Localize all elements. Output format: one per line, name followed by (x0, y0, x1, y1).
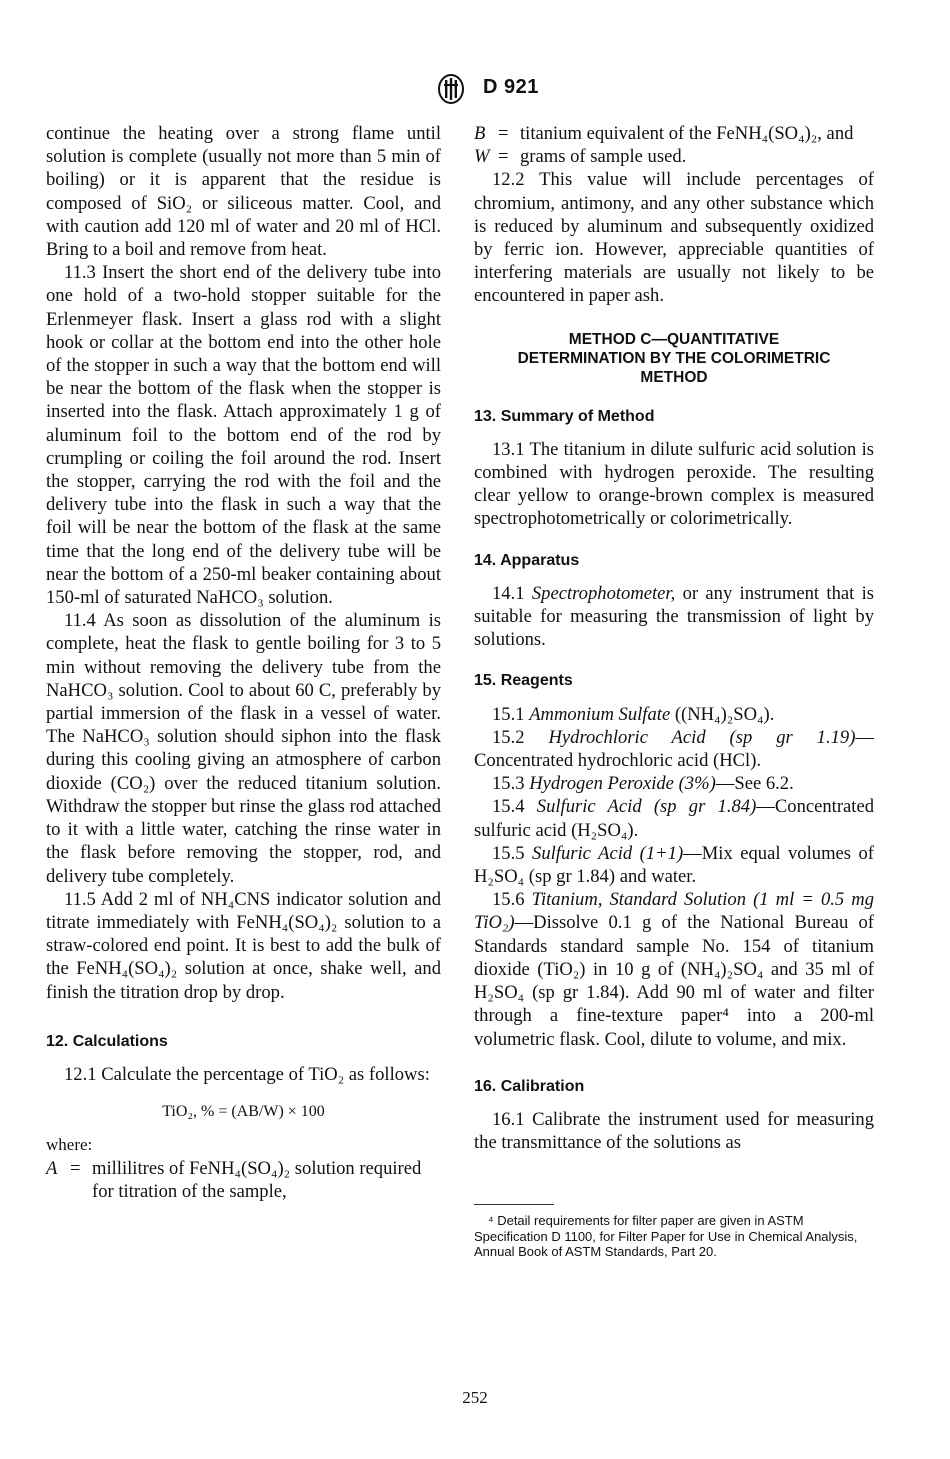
item-number: 15.3 (492, 773, 525, 795)
section-13-heading: 13. Summary of Method (474, 407, 655, 425)
item-title: Ammonium Sulfate (529, 703, 671, 725)
item-text: —Dissolve 0.1 g of the National Bureau of Standards standard sample No. 154 of titanium dioxide (TiO₂) in 10 g of (NH₄)₂SO₄ and 35 ml of H₂SO₄ (sp gr 1.84). Add 90 ml of water and filter through a fine-texture paper⁴ into a 200-ml volumetric flask. Cool, dilute to volume, and mix. (474, 912, 874, 1050)
item-number: 15.2 (492, 726, 525, 748)
item-title: Hydrochloric Acid (sp gr 1.19) (548, 726, 856, 748)
item-title: Hydrogen Peroxide (3%) (529, 773, 716, 795)
right-column (474, 122, 874, 1260)
footnote-4: ⁴ Detail requirements for filter paper are given in ASTM Specification D 1100, for Filter Paper for Use in Chemical Analysis, Annual Book of ASTM Standards, Part 20. (474, 1213, 858, 1260)
item-number: 15.6 (492, 889, 525, 911)
method-heading-line: DETERMINATION BY THE COLORIMETRIC (517, 349, 831, 367)
reagent-15-2 (474, 726, 874, 772)
definition-a-text: millilitres of FeNH₄(SO₄)₂ solution required for titration of the sample, (92, 1157, 422, 1202)
section-12-heading: 12. Calculations (46, 1032, 168, 1050)
titanium-equation: TiO₂, % = (AB/W) × 100 (162, 1103, 325, 1121)
method-heading-line: METHOD (640, 368, 708, 386)
item-number: 15.4 (492, 796, 525, 818)
item-text: —Concentrated hydrochloric acid (HCl). (474, 726, 874, 772)
equals-sign: = (70, 1157, 81, 1179)
where-label: where: (46, 1135, 93, 1155)
equals-sign: = (498, 123, 509, 144)
footnote-divider (474, 1204, 554, 1205)
reagent-15-1 (474, 703, 874, 726)
section-16-heading: 16. Calibration (474, 1077, 585, 1095)
paragraph-14-1 (474, 582, 874, 652)
definition-w-text: grams of sample used. (520, 146, 687, 168)
section-15-heading: 15. Reagents (474, 672, 573, 690)
item-number: 14.1 (492, 582, 525, 604)
paragraph-11-4: 11.4 As soon as dissolution of the aluminum is complete, heat the flask to gentle boiling for 3 to 5 min without removing the delivery tube from the NaHCO₃ solution. Cool to about 60 C, preferably by partial immersion of the flask in a vessel of water. The NaHCO₃ solution should siphon into the flask during this cooling giving an atmosphere of carbon dioxide (CO₂) over the reduced titanium solution. Withdraw the stopper but rinse the glass rod attached to it with a little water, catching the rinse water in the flask before removing the stopper, rod, and delivery tube completely. (46, 610, 441, 887)
astm-logo-icon (438, 74, 464, 104)
paragraph-12-1: 12.1 Calculate the percentage of TiO₂ as follows: (64, 1063, 430, 1085)
symbol-b: B (474, 123, 486, 144)
item-title: Spectrophotometer, (531, 582, 676, 604)
paragraph-12-2: 12.2 This value will include percentages of chromium, antimony, and any other substance which is reduced by aluminum and subsequently oxidized by ferric ion. However, appreciable quantities of interfering materials are usually not likely to be encountered in paper ash. (474, 169, 874, 307)
item-text: ((NH₄)₂SO₄). (674, 703, 775, 725)
page-header (0, 70, 950, 110)
item-text: —Concentrated sulfuric acid (H₂SO₄). (474, 796, 874, 841)
left-column (46, 122, 441, 1203)
item-title: Sulfuric Acid (1+1) (532, 842, 684, 864)
reagent-15-5 (474, 842, 874, 888)
method-heading-line: METHOD C—QUANTITATIVE (568, 330, 780, 348)
paragraph-13-1: 13.1 The titanium in dilute sulfuric acid solution is combined with hydrogen peroxide. The resulting clear yellow to orange-brown complex is measured spectrophotometrically or colorimetrically. (474, 438, 874, 530)
paragraph-11-5: 11.5 Add 2 ml of NH₄CNS indicator solution and titrate immediately with FeNH₄(SO₄)₂ solution to a straw-colored end point. It is best to add the bulk of the FeNH₄(SO₄)₂ solution at once, shake well, and finish the titration drop by drop. (46, 888, 441, 1003)
definition-b-text: titanium equivalent of the FeNH₄(SO₄)₂, and (520, 123, 854, 144)
item-text: or any instrument that is suitable for measuring the transmission of light by solutions. (474, 582, 875, 651)
item-number: 15.1 (492, 703, 525, 725)
paragraph-continued: continue the heating over a strong flame until solution is complete (usually not more than 5 min of boiling) or it is apparent that the residue is composed of SiO₂ or siliceous matter. Cool, and with caution add 120 ml of water and 20 ml of HCl. Bring to a boil and remove from heat. (46, 123, 441, 261)
reagent-15-3 (474, 772, 874, 795)
symbol-a: A (46, 1157, 58, 1179)
item-text: —See 6.2. (715, 773, 794, 795)
section-14-heading: 14. Apparatus (474, 551, 580, 569)
item-title: Sulfuric Acid (sp gr 1.84) (536, 796, 757, 818)
equals-sign: = (498, 146, 509, 168)
paragraph-16-1: 16.1 Calibrate the instrument used for measuring the transmittance of the solutions as (474, 1108, 874, 1154)
definition-w (474, 145, 874, 168)
reagent-15-4 (474, 795, 874, 841)
method-c-heading (474, 330, 874, 387)
definition-b (474, 122, 874, 145)
standard-designation: D 921 (483, 76, 539, 98)
item-title: Titanium, Standard Solution (1 ml = 0.5 mg TiO₂) (474, 889, 874, 934)
page-number: 252 (462, 1388, 488, 1407)
item-text: —Mix equal volumes of H₂SO₄ (sp gr 1.84) and water. (474, 842, 874, 888)
paragraph-11-3: 11.3 Insert the short end of the delivery tube into one hold of a two-hold stopper suitable for the Erlenmeyer flask. Insert a glass rod with a slight hook or collar at the bottom end into the other hole of the stopper in such a way that the bottom end will be near the bottom of the flask when the stopper is inserted into the flask. Attach approximately 1 g of aluminum foil to the bottom end of the rod by crumpling or coiling the foil around the rod. Insert the stopper, carrying the rod with the foil and the delivery tube into the flask in such a way that the foil will be near the bottom of the flask at the same time that the long end of the delivery tube will be near the bottom of a 250-ml beaker containing about 150-ml of saturated NaHCO₃ solution. (46, 262, 441, 609)
definition-a (46, 1157, 441, 1203)
symbol-w: W (474, 146, 490, 168)
reagent-15-6 (474, 888, 874, 1050)
item-number: 15.5 (492, 842, 525, 864)
